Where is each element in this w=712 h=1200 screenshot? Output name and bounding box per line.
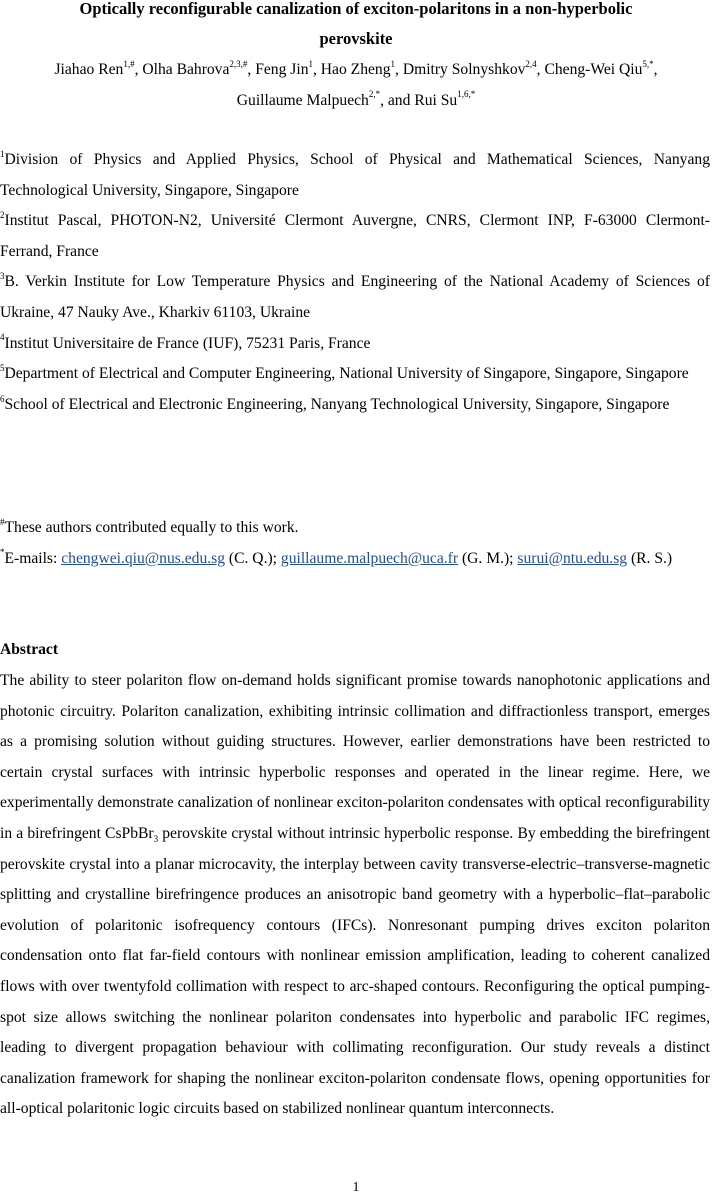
author-list xyxy=(0,55,712,116)
author: Feng Jin$^1$, xyxy=(255,58,321,78)
page-number: 1 xyxy=(352,1180,360,1195)
author: Hao Zheng$^1$, xyxy=(320,58,403,78)
affiliation-item: $^1$Division of Physics and Applied Physics, School of Physical and Mathematical Sciences, Nanyang Technological University, Singapore, Singapore xyxy=(0,148,710,199)
paper-title xyxy=(6,0,706,54)
email-link-malpuech[interactable]: guillaume.malpuech@uca.fr xyxy=(280,549,459,567)
author: Jiahao Ren$^{1,\#}$, xyxy=(54,58,143,78)
email-note: *E-mails: chengwei.qiu@nus.edu.sg (C. Q.); guillaume.malpuech@uca.fr (G. M.); surui@ntu.edu.sg (R. S.) xyxy=(0,547,673,567)
affiliation-item: $^2$Institut Pascal, PHOTON-N2, Université Clermont Auvergne, CNRS, Clermont INP, F-63000 Clermont-Ferrand, France xyxy=(0,210,710,260)
author: Dmitry Solnyshkov$^{2,4}$, xyxy=(402,58,545,78)
author: Rui $Su^{1,6,*}$ xyxy=(414,89,476,109)
abstract-text: The ability to steer polariton flow on-demand holds significant promise towards nanophotonic applications and photonic circuitry. Polariton canalization, exhibiting intrinsic collimation and diffractionless transport, emerges as a promising solution without guiding structures. However, earlier demonstrations have been restricted to certain crystal surfaces with intrinsic hyperbolic responses and operated in the linear regime. Here, we experimentally demonstrate canalization of nonlinear exciton-polariton condensates with optical reconfigurability in a birefringent CsPbBr$_3$ perovskite crystal without intrinsic hyperbolic response. By embedding the birefringent perovskite crystal into a planar microcavity, the interplay between cavity transverse-electric–transverse-magnetic splitting and crystalline birefringence produces an anisotropic band geometry with a hyperbolic–flat–parabolic evolution of polaritonic isofrequency contours (IFCs). Nonresonant pumping drives exciton polariton condensation onto flat far-field contours with nonlinear emission amplification, leading to coherent canalized flows with over twentyfold collimation with respect to arc-shaped contours. Reconfiguring the optical pumping-spot size allows switching the nonlinear polariton condensates into hyperbolic and parabolic IFC regimes, leading to divergent propagation behaviour with collimating reconfiguration. Our study reveals a distinct canalization framework for shaping the nonlinear exciton-polariton condensate flows, opening opportunities for all-optical polaritonic logic circuits based on stabilized nonlinear quantum interconnects. xyxy=(0,672,710,1118)
title-line-2: perovskite xyxy=(319,29,393,48)
email-link-su[interactable]: surui@ntu.edu.sg xyxy=(517,549,628,567)
equal-contribution-note: #These authors contributed equally to this work. xyxy=(0,516,299,536)
author: Guillaume Malpuech$^{2,*}$, and xyxy=(236,89,415,109)
affiliation-item: $^5$Department of Electrical and Computer Engineering, National University of Singapore, Singapore, Singapore xyxy=(0,362,689,383)
author: Cheng-Wei Qiu$^{5,*}$, xyxy=(544,58,658,78)
affiliation-item: $^6$School of Electrical and Electronic Engineering, Nanyang Technological University, Singapore, Singapore xyxy=(0,393,670,413)
email-link-qiu[interactable]: chengwei.qiu@nus.edu.sg xyxy=(61,549,226,567)
abstract-heading: Abstract xyxy=(0,641,59,658)
author: Olha Bahrova$^{2,3,\#}$, xyxy=(142,58,256,78)
affiliation-item: $^4$Institut Universitaire de France (IUF), 75231 Paris, France xyxy=(0,332,371,352)
title-line-1: Optically reconfigurable canalization of exciton-polaritons in a non-hyperbolic xyxy=(79,0,633,18)
affiliations xyxy=(0,145,710,420)
affiliation-item: $^3$B. Verkin Institute for Low Temperature Physics and Engineering of the National Academy of Sciences of Ukraine, 47 Nauky Ave., Kharkiv 61103, Ukraine xyxy=(0,271,710,321)
author-notes xyxy=(0,513,710,574)
